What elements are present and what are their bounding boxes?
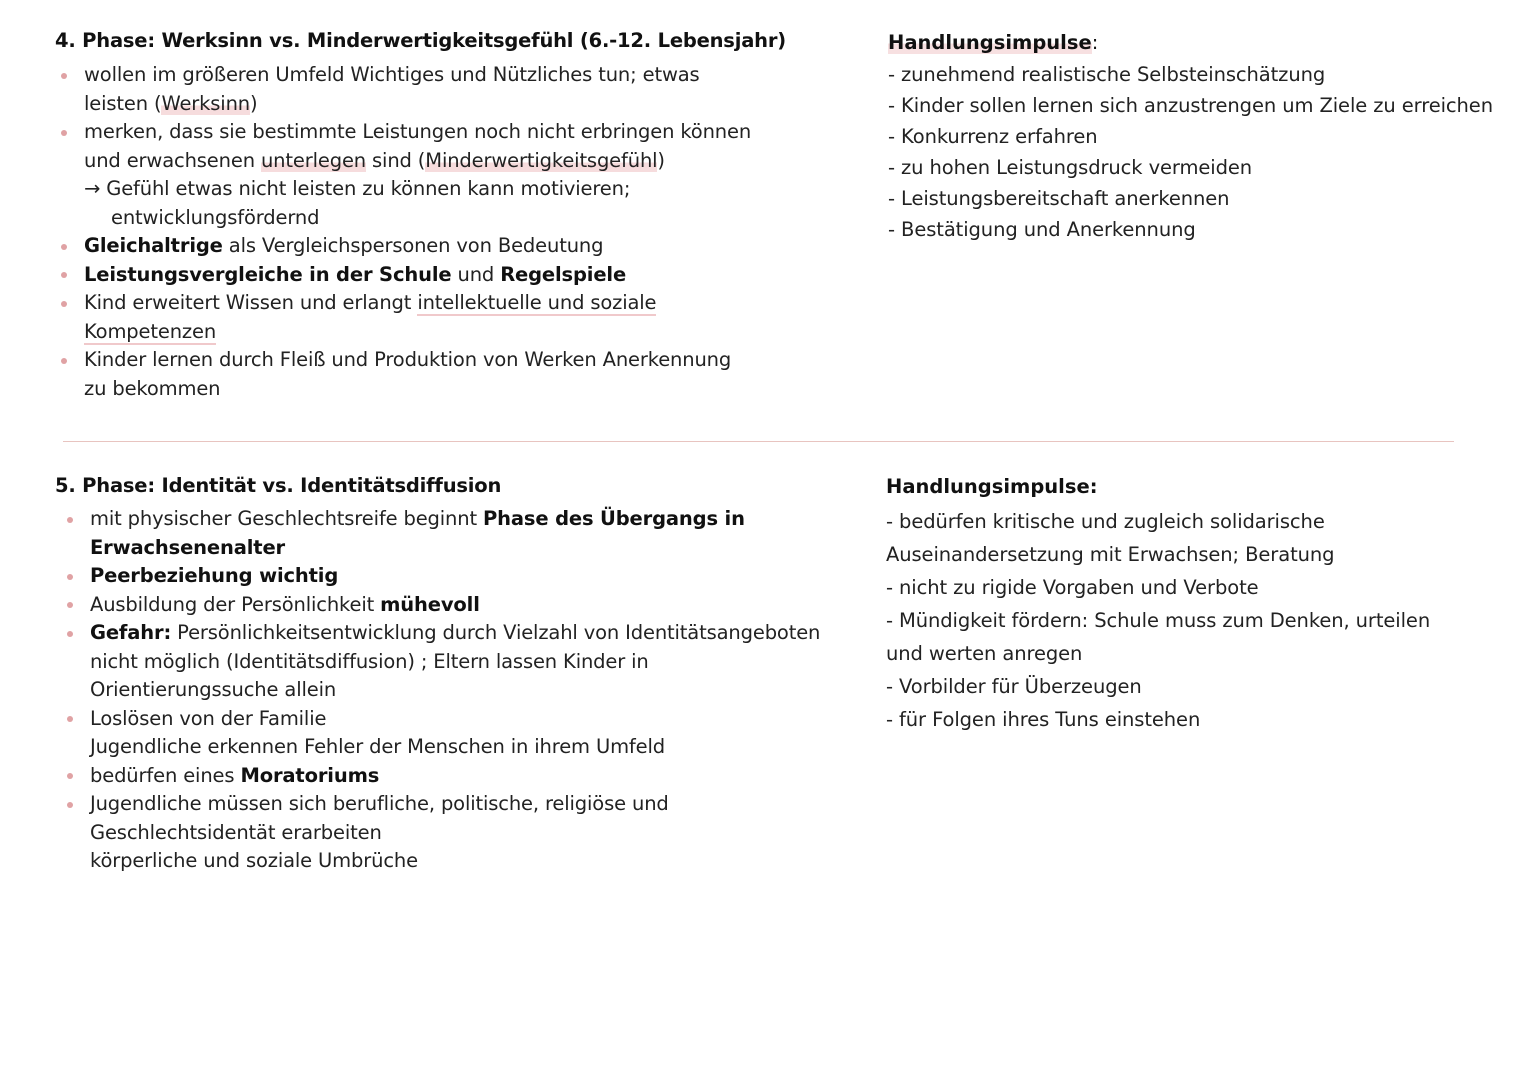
impulses4-title: Handlungsimpulse: [888, 31, 1099, 54]
list-item: mit physischer Geschlechtsreife beginnt Phase des Übergangs in Erwachsenenalter [61, 505, 861, 562]
bullet-text: und erwachsenen unterlegen sind (Minderwertigkeitsgefühl) [84, 148, 665, 172]
impulses5-title: Handlungsimpulse: [886, 475, 1098, 498]
impulse-item: - Konkurrenz erfahren [888, 125, 1098, 148]
list-item: Peerbeziehung wichtig [61, 562, 861, 591]
list-item [55, 61, 815, 118]
impulse-item: - zu hohen Leistungsdruck vermeiden [888, 156, 1253, 179]
bullet-text: merken, dass sie bestimmte Leistungen noch nicht erbringen können [84, 120, 752, 143]
impulse-item: - zunehmend realistische Selbsteinschätzung [888, 63, 1326, 86]
list-item: Kind erweitert Wissen und erlangt intellektuelle und soziale Kompetenzen [55, 289, 815, 346]
bullet-icon [61, 272, 67, 278]
impulse-item: - bedürfen kritische und zugleich solidarische [886, 510, 1325, 533]
list-item: Jugendliche müssen sich berufliche, politische, religiöse und Geschlechtsidentät erarbeiten körperliche und soziale Umbrüche [61, 790, 861, 876]
bullet-icon [67, 602, 73, 608]
list-item: Gleichaltrige als Vergleichspersonen von Bedeutung [55, 232, 815, 261]
list-item [55, 118, 815, 232]
impulses5-list [886, 505, 1430, 736]
impulse-item: Auseinandersetzung mit Erwachsen; Beratung [886, 543, 1335, 566]
highlight-kompetenzen: intellektuelle und soziale [417, 291, 657, 314]
list-item: Loslösen von der Familie Jugendliche erkennen Fehler der Menschen in ihrem Umfeld [61, 705, 861, 762]
bullet-icon [67, 517, 73, 523]
highlight-minderwertigkeitsgefuehl: Minderwertigkeitsgefühl [425, 148, 658, 172]
bullet-icon [67, 716, 73, 722]
impulse-item: - Kinder sollen lernen sich anzustrengen um Ziele zu erreichen [888, 94, 1493, 117]
phase4-bullet-list [55, 61, 815, 403]
bullet-text: Kind erweitert Wissen und erlangt intellektuelle und soziale [84, 291, 657, 314]
bullet-icon [61, 73, 67, 79]
impulse-item: - für Folgen ihres Tuns einstehen [886, 708, 1201, 731]
bullet-icon [67, 802, 73, 808]
impulse-item: - Leistungsbereitschaft anerkennen [888, 187, 1230, 210]
bullet-text: leisten (Werksinn) [84, 91, 258, 115]
highlight-unterlegen: unterlegen [260, 148, 366, 172]
bullet-icon [67, 773, 73, 779]
list-item: Ausbildung der Persönlichkeit mühevoll [61, 591, 861, 620]
list-item: Gefahr: Persönlichkeitsentwicklung durch Vielzahl von Identitätsangeboten nicht möglich (Identitätsdiffusion) ; Eltern lassen Kinder in Orientierungssuche allein [61, 619, 861, 705]
list-item: Kinder lernen durch Fleiß und Produktion von Werken Anerkennung zu bekommen [55, 346, 815, 403]
bullet-icon [61, 301, 67, 307]
phase5-heading: 5. Phase: Identität vs. Identitätsdiffusion [55, 474, 502, 497]
bullet-text: wollen im größeren Umfeld Wichtiges und Nützliches tun; etwas [84, 63, 700, 86]
bullet-icon [61, 130, 67, 136]
list-item: Leistungsvergleiche in der Schule und Regelspiele [55, 261, 815, 290]
list-item: bedürfen eines Moratoriums [61, 762, 861, 791]
impulse-item: - nicht zu rigide Vorgaben und Verbote [886, 576, 1259, 599]
bullet-icon [67, 574, 73, 580]
impulse-item: - Bestätigung und Anerkennung [888, 218, 1196, 241]
impulse-item: - Vorbilder für Überzeugen [886, 675, 1142, 698]
impulse-item: - Mündigkeit fördern: Schule muss zum Denken, urteilen [886, 609, 1431, 632]
arrow-note: → Gefühl etwas nicht leisten zu können kann motivieren; entwicklungsfördernd [84, 177, 631, 229]
section-divider [63, 441, 1454, 442]
bullet-icon [61, 244, 67, 250]
phase4-heading: 4. Phase: Werksinn vs. Minderwertigkeitsgefühl (6.-12. Lebensjahr) [55, 29, 786, 52]
phase5-bullet-list [61, 505, 861, 876]
impulses4-list [888, 59, 1493, 245]
impulse-item: und werten anregen [886, 642, 1083, 665]
bullet-icon [67, 631, 73, 637]
bullet-icon [61, 358, 67, 364]
highlight-werksinn: Werksinn [161, 91, 250, 115]
